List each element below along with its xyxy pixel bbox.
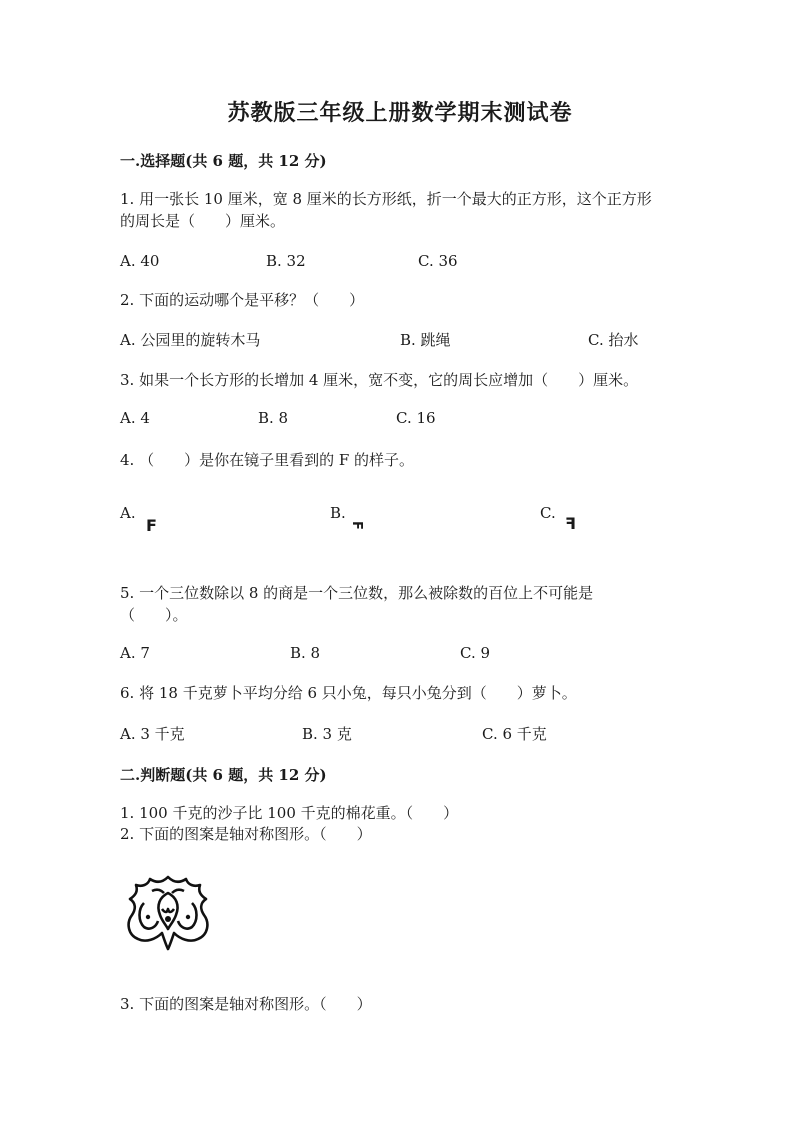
question-5-line-1: 5. 一个三位数除以 8 的商是一个三位数，那么被除数的百位上不可能是: [120, 584, 594, 602]
question-3-option-b: B. 8: [258, 409, 289, 427]
question-1-option-a: A. 40: [120, 252, 160, 270]
mirror-f-glyph-a: F: [146, 516, 157, 535]
question-4-option-b: B.: [330, 504, 346, 522]
question-5-line-2: （ ）。: [120, 606, 188, 624]
question-3-line-1: 3. 如果一个长方形的长增加 4 厘米，宽不变，它的周长应增加（ ）厘米。: [120, 371, 639, 389]
mirror-f-glyph-b: F: [348, 521, 364, 530]
flower-pattern-figure: [122, 873, 214, 951]
question-2-option-a: A. 公园里的旋转木马: [120, 331, 261, 349]
question-5-option-b: B. 8: [290, 644, 321, 662]
question-2-line-1: 2. 下面的运动哪个是平移？（ ）: [120, 291, 365, 309]
page-title: 苏教版三年级上册数学期末测试卷: [227, 100, 573, 126]
question-1-option-c: C. 36: [418, 252, 458, 270]
question-1-option-b: B. 32: [266, 252, 306, 270]
question-3-option-c: C. 16: [396, 409, 436, 427]
section-heading-judgement: 二.判断题(共 6 题，共 12 分): [120, 766, 327, 784]
question-5-option-c: C. 9: [460, 644, 491, 662]
question-3-option-a: A. 4: [120, 409, 150, 427]
question-6-option-c: C. 6 千克: [482, 725, 547, 743]
question-6-line-1: 6. 将 18 千克萝卜平均分给 6 只小兔，每只小兔分到（ ）萝卜。: [120, 684, 577, 702]
judgement-3: 3. 下面的图案是轴对称图形。（ ）: [120, 995, 372, 1013]
judgement-1: 1. 100 千克的沙子比 100 千克的棉花重。（ ）: [120, 804, 459, 822]
mirror-f-glyph-c: F: [565, 514, 576, 533]
question-2-option-b: B. 跳绳: [400, 331, 451, 349]
question-1-line-2: 的周长是（ ）厘米。: [120, 212, 286, 230]
question-5-option-a: A. 7: [120, 644, 150, 662]
question-4-option-a: A.: [120, 504, 136, 522]
judgement-2: 2. 下面的图案是轴对称图形。（ ）: [120, 825, 372, 843]
question-4-line-1: 4. （ ）是你在镜子里看到的 F 的样子。: [120, 451, 415, 469]
section-heading-choice: 一.选择题(共 6 题，共 12 分): [120, 152, 327, 170]
question-4-option-c: C.: [540, 504, 556, 522]
question-6-option-a: A. 3 千克: [120, 725, 185, 743]
question-2-option-c: C. 抬水: [588, 331, 639, 349]
question-1-line-1: 1. 用一张长 10 厘米，宽 8 厘米的长方形纸，折一个最大的正方形，这个正方形: [120, 190, 652, 208]
question-6-option-b: B. 3 克: [302, 725, 352, 743]
